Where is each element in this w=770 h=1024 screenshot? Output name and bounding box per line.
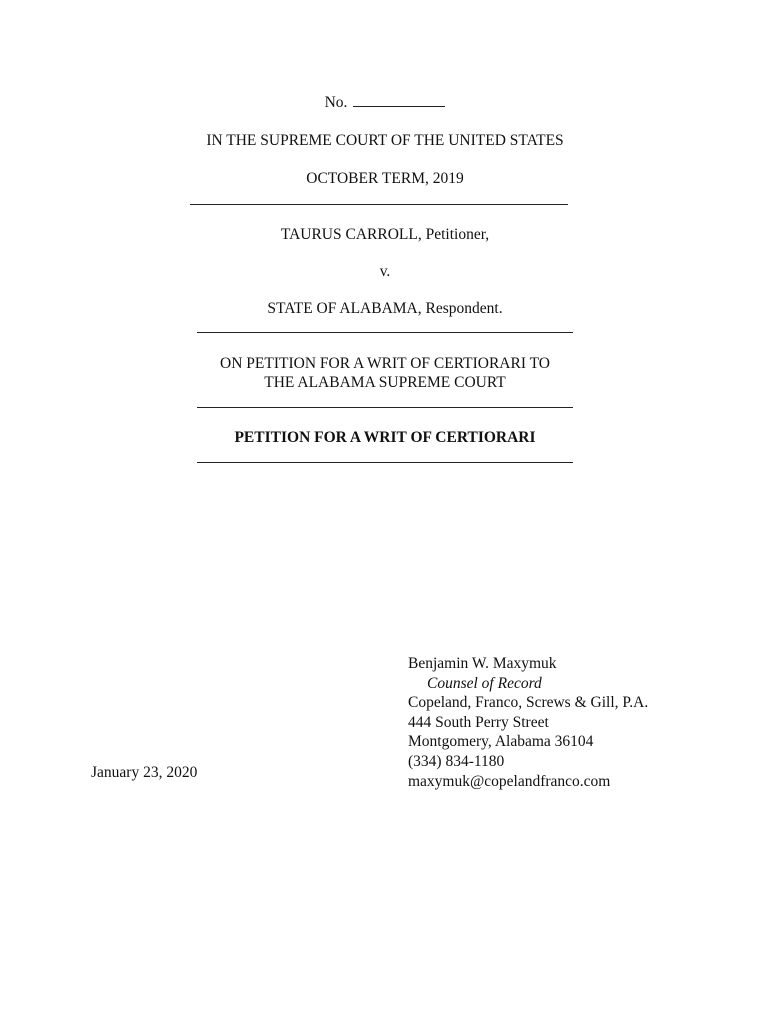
versus-line: v. [379,263,391,280]
counsel-phone: (334) 834-1180 [408,752,505,770]
counsel-name: Benjamin W. Maxymuk [408,655,557,672]
filing-date: January 23, 2020 [91,764,198,781]
counsel-block [408,654,648,791]
divider-rule [190,204,568,205]
docket-label: No. [324,94,348,111]
divider-rule [197,407,573,408]
petition-on-line-1: ON PETITION FOR A WRIT OF CERTIORARI TO [220,355,550,372]
divider-rule [197,462,573,463]
divider-rule [197,332,573,333]
court-name: IN THE SUPREME COURT OF THE UNITED STATES [206,132,564,149]
counsel-firm: Copeland, Franco, Screws & Gill, P.A. [408,694,649,712]
petitioner-line: TAURUS CARROLL, Petitioner, [280,226,490,243]
petition-on-line-2: THE ALABAMA SUPREME COURT [264,374,506,391]
respondent-line: STATE OF ALABAMA, Respondent. [267,300,503,317]
docket-number-line [0,92,770,112]
document-title: PETITION FOR A WRIT OF CERTIORARI [234,429,536,446]
counsel-street: 444 South Perry Street [408,713,549,731]
counsel-role: Counsel of Record [427,674,542,692]
counsel-email: maxymuk@copelandfranco.com [408,772,611,790]
counsel-city: Montgomery, Alabama 36104 [408,733,594,751]
term-heading: OCTOBER TERM, 2019 [306,170,464,187]
docket-number-blank [353,92,445,107]
